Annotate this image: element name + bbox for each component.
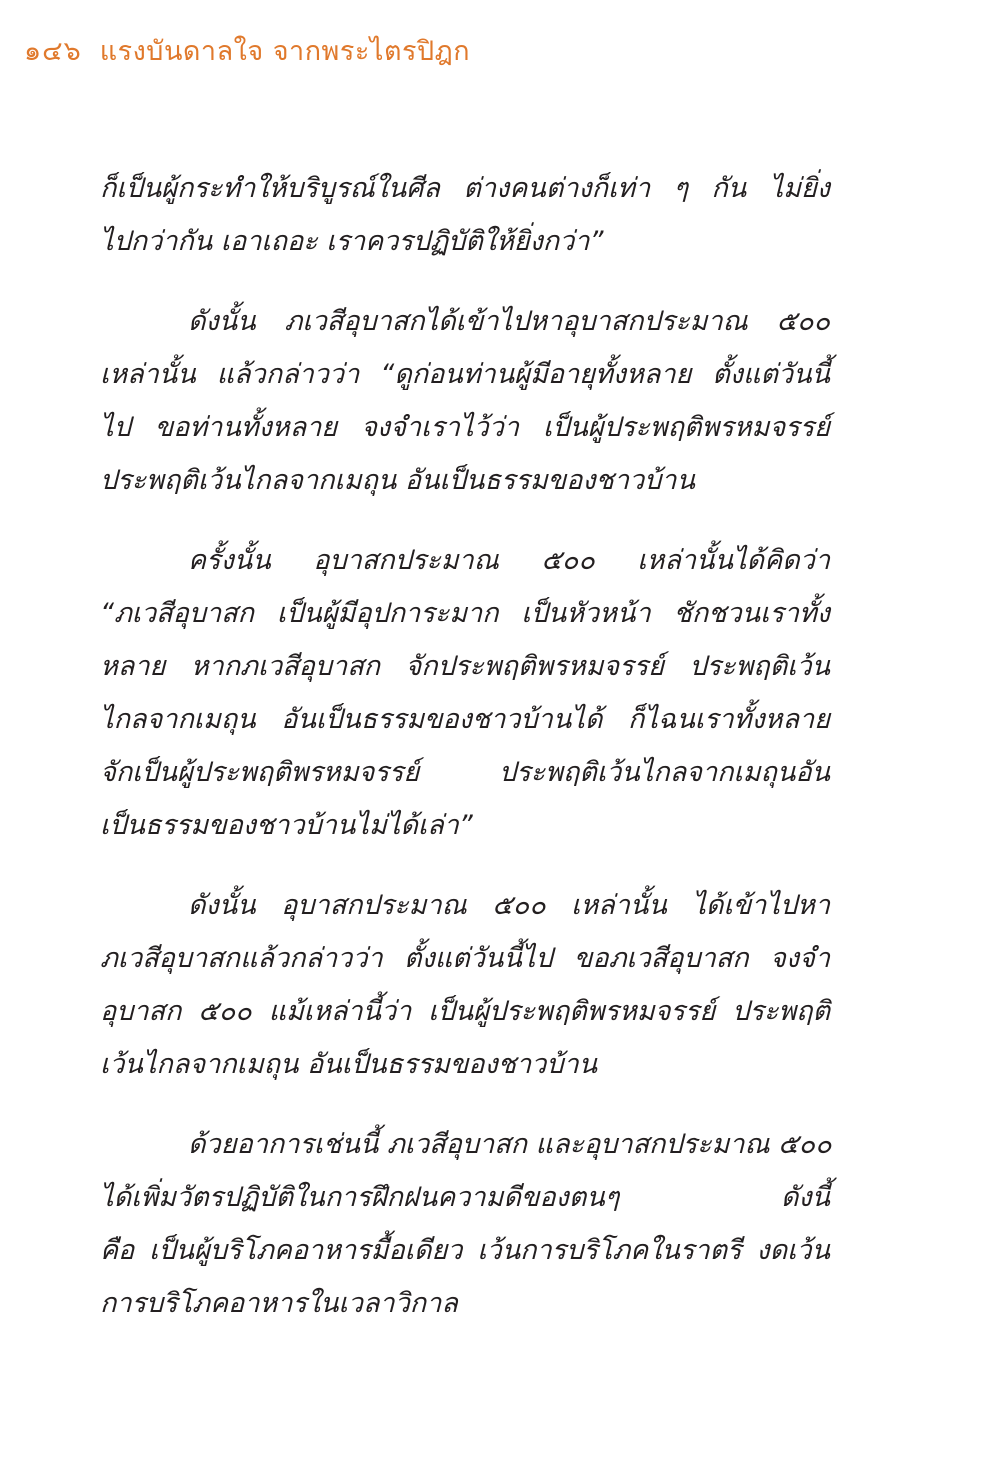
paragraph-3	[100, 534, 830, 852]
text-line: ภเวสีอุบาสกแล้วกล่าวว่า ตั้งแต่วันนี้ไป ขอภเวสีอุบาสก จงจำ	[100, 943, 830, 974]
text-line: เว้นไกลจากเมถุน อันเป็นธรรมของชาวบ้าน	[100, 1049, 598, 1080]
page-number: ๑๔๖	[24, 35, 82, 67]
text-line: คือ เป็นผู้บริโภคอาหารมื้อเดียว เว้นการบริโภคในราตรี งดเว้น	[100, 1235, 830, 1266]
text-line: การบริโภคอาหารในเวลาวิกาล	[100, 1288, 458, 1319]
text-line: เป็นธรรมของชาวบ้านไม่ได้เล่า”	[100, 810, 473, 841]
text-line: อุบาสก ๕๐๐ แม้เหล่านี้ว่า เป็นผู้ประพฤติพรหมจรรย์ ประพฤติ	[100, 996, 830, 1027]
paragraph-5	[100, 1118, 830, 1330]
text-line: ก็เป็นผู้กระทำให้บริบูรณ์ในศีล ต่างคนต่างก็เท่า ๆ กัน ไม่ยิ่ง	[100, 173, 830, 204]
paragraph-1	[100, 162, 830, 268]
text-line: “ภเวสีอุบาสก เป็นผู้มีอุปการะมาก เป็นหัวหน้า ชักชวนเราทั้ง	[100, 598, 830, 629]
running-header	[24, 28, 470, 72]
paragraph-2	[100, 295, 830, 507]
book-title: แรงบันดาลใจ จากพระไตรปิฎก	[99, 35, 471, 67]
text-line: ประพฤติเว้นไกลจากเมถุน อันเป็นธรรมของชาวบ้าน	[100, 465, 695, 496]
text-line: ครั้งนั้น อุบาสกประมาณ ๕๐๐ เหล่านั้นได้คิดว่า	[188, 545, 830, 576]
text-line: ดังนั้น ภเวสีอุบาสกได้เข้าไปหาอุบาสกประมาณ ๕๐๐	[188, 306, 830, 337]
text-line: ไกลจากเมถุน อันเป็นธรรมของชาวบ้านได้ ก็ไฉนเราทั้งหลาย	[100, 704, 830, 735]
text-line: ดังนั้น อุบาสกประมาณ ๕๐๐ เหล่านั้น ได้เข้าไปหา	[188, 890, 830, 921]
body-text	[100, 162, 830, 1330]
text-line: หลาย หากภเวสีอุบาสก จักประพฤติพรหมจรรย์ ประพฤติเว้น	[100, 651, 830, 682]
text-line: เหล่านั้น แล้วกล่าวว่า “ดูก่อนท่านผู้มีอายุทั้งหลาย ตั้งแต่วันนี้	[100, 359, 830, 390]
text-line: ได้เพิ่มวัตรปฏิบัติในการฝึกฝนความดีของตนๆ ดังนี้	[100, 1182, 830, 1213]
text-line: ไปกว่ากัน เอาเถอะ เราควรปฏิบัติให้ยิ่งกว่า”	[100, 226, 604, 257]
text-line: ด้วยอาการเช่นนี้ ภเวสีอุบาสก และอุบาสกประมาณ ๕๐๐	[188, 1129, 832, 1160]
text-line: จักเป็นผู้ประพฤติพรหมจรรย์ ประพฤติเว้นไกลจากเมถุนอัน	[100, 757, 830, 788]
paragraph-4	[100, 879, 830, 1091]
text-line: ไป ขอท่านทั้งหลาย จงจำเราไว้ว่า เป็นผู้ประพฤติพรหมจรรย์	[100, 412, 830, 443]
